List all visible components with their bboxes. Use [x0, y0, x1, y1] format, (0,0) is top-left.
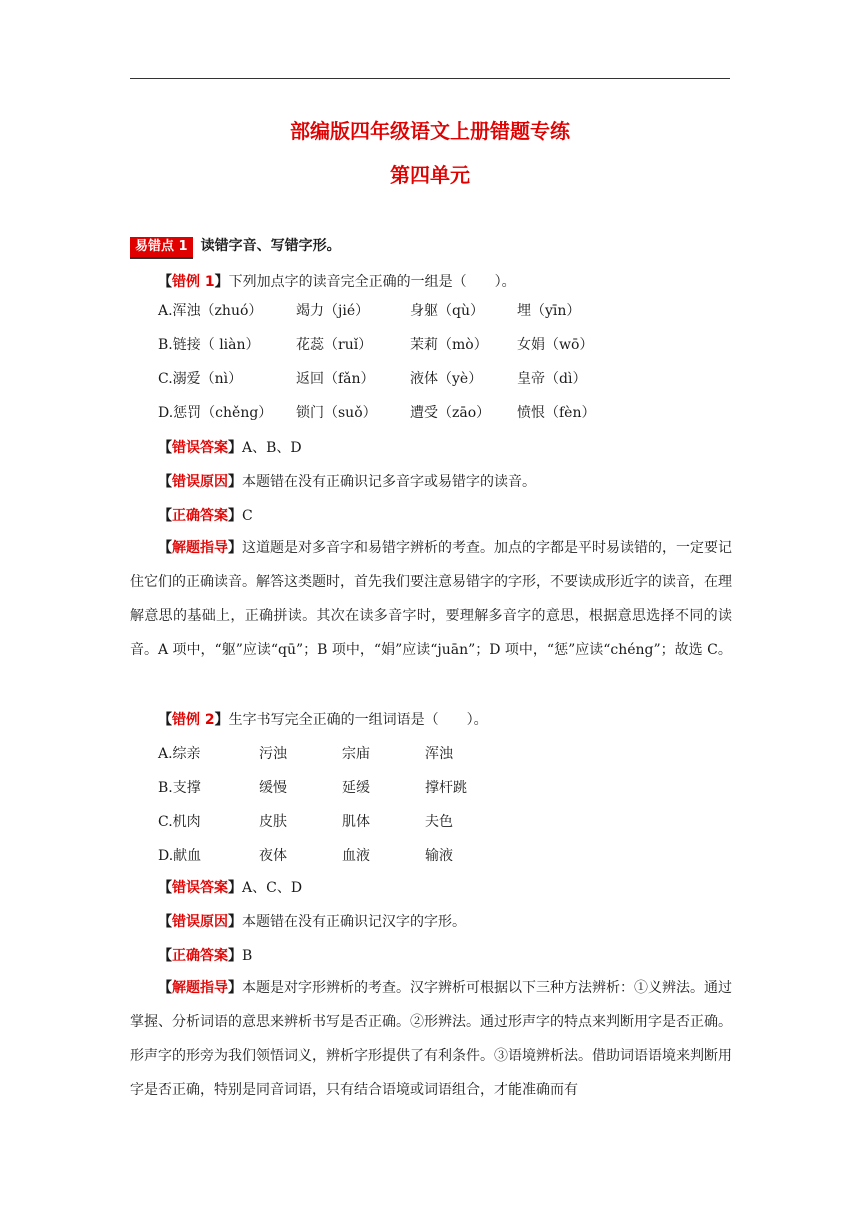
- guide-label: 解题指导: [172, 980, 228, 996]
- section-heading: [130, 236, 341, 259]
- option-cell: 夫色: [425, 814, 453, 830]
- ex2-wrong-answer: 【错误答案】A、C、D: [158, 880, 303, 896]
- option-cell: B.支撑: [158, 780, 201, 796]
- option-cell: 缓慢: [259, 780, 287, 796]
- section-title: 读错字音、写错字形。: [200, 238, 341, 254]
- wrong-answer-label: 错误答案: [172, 440, 228, 456]
- guide-text: 这道题是对多音字和易错字辨析的考查。加点的字都是平时易读错的，一定要记住它们的正确读音。解答这类题时，首先我们要注意易错字的字形，不要读成形近字的读音，在理解意思的基础上，正确拼读。其次在读多音字时，要理解多音字的意思，根据意思选择不同的读音。A 项中，“躯”应读“qū”；B 项中，“娟”应读“juān”；D 项中，“惩”应读“chéng”；故选 C。: [130, 540, 732, 658]
- option-cell: 身躯（qù）: [410, 303, 484, 319]
- ex1-reason: 【错误原因】本题错在没有正确识记多音字或易错字的读音。: [158, 474, 536, 490]
- ex2-guide: 【解题指导】本题是对字形辨析的考查。汉字辨析可根据以下三种方法辨析：①义辨法。通过掌握、分析词语的意思来辨析书写是否正确。②形辨法。通过形声字的特点来判断用字是否正确。形声字的形旁为我们领悟词义，辨析字形提供了有利条件。③语境辨析法。借助词语语境来判断用字是否正确，特别是同音词语，只有结合语境或词语组合，才能准确而有: [130, 980, 732, 1098]
- ex2-options: [158, 744, 718, 884]
- option-cell: 夜体: [259, 848, 287, 864]
- ex2-reason: 【错误原因】本题错在没有正确识记汉字的字形。: [158, 914, 466, 930]
- correct-value: B: [242, 948, 253, 964]
- guide-text: 本题是对字形辨析的考查。汉字辨析可根据以下三种方法辨析：①义辨法。通过掌握、分析词语的意思来辨析书写是否正确。②形辨法。通过形声字的特点来判断用字是否正确。形声字的形旁为我们领悟词义，辨析字形提供了有利条件。③语境辨析法。借助词语语境来判断用字是否正确，特别是同音词语，只有结合语境或词语组合，才能准确而有: [130, 980, 732, 1098]
- option-cell: 血液: [342, 848, 370, 864]
- ex2-label: 错例 2: [172, 712, 215, 728]
- wrong-answer-label: 错误答案: [172, 880, 228, 896]
- page-title: 部编版四年级语文上册错题专练: [290, 119, 570, 143]
- correct-value: C: [242, 508, 253, 524]
- reason-text: 本题错在没有正确识记汉字的字形。: [242, 914, 466, 930]
- ex1-wrong-answer: 【错误答案】A、B、D: [158, 440, 302, 456]
- option-cell: A.综亲: [158, 746, 201, 762]
- option-cell: A.浑浊（zhuó）: [158, 303, 263, 319]
- ex1-options: [158, 301, 718, 441]
- option-cell: D.惩罚（chěng）: [158, 405, 273, 421]
- correct-label: 正确答案: [172, 948, 228, 964]
- option-cell: 液体（yè）: [410, 371, 483, 387]
- option-cell: 花蕊（ruǐ）: [296, 337, 373, 353]
- ex1-question: 【错例 1】下列加点字的读音完全正确的一组是（ ）。: [158, 274, 516, 290]
- option-cell: B.链接（ liàn）: [158, 337, 260, 353]
- correct-label: 正确答案: [172, 508, 228, 524]
- ex1-correct: 【正确答案】C: [158, 508, 253, 524]
- option-cell: 茉莉（mò）: [410, 337, 488, 353]
- ex1-question-text: 下列加点字的读音完全正确的一组是（ ）。: [228, 274, 516, 290]
- option-cell: 竭力（jié）: [296, 303, 370, 319]
- ex2-correct: 【正确答案】B: [158, 948, 253, 964]
- option-cell: C.机肉: [158, 814, 201, 830]
- option-cell: 肌体: [342, 814, 370, 830]
- reason-label: 错误原因: [172, 474, 228, 490]
- top-rule: [130, 78, 730, 79]
- option-cell: 皮肤: [259, 814, 287, 830]
- option-cell: 锁门（suǒ）: [296, 405, 377, 421]
- reason-text: 本题错在没有正确识记多音字或易错字的读音。: [242, 474, 536, 490]
- ex1-guide: 【解题指导】这道题是对多音字和易错字辨析的考查。加点的字都是平时易读错的，一定要记住它们的正确读音。解答这类题时，首先我们要注意易错字的字形，不要读成形近字的读音，在理解意思的基础上，正确拼读。其次在读多音字时，要理解多音字的意思，根据意思选择不同的读音。A 项中，“躯”应读“qū”；B 项中，“娟”应读“juān”；D 项中，“惩”应读“chéng”；故选 C。: [130, 540, 732, 658]
- reason-label: 错误原因: [172, 914, 228, 930]
- option-cell: 宗庙: [342, 746, 370, 762]
- option-cell: 浑浊: [425, 746, 453, 762]
- option-cell: D.献血: [158, 848, 202, 864]
- option-cell: 撑杆跳: [425, 780, 467, 796]
- option-cell: 愤恨（fèn）: [517, 405, 596, 421]
- option-cell: 女娟（wō）: [517, 337, 594, 353]
- option-cell: 遭受（zāo）: [410, 405, 491, 421]
- ex1-label: 错例 1: [172, 274, 215, 290]
- wrong-answer-value: A、B、D: [242, 440, 302, 456]
- wrong-answer-value: A、C、D: [242, 880, 303, 896]
- ex2-question-text: 生字书写完全正确的一组词语是（ ）。: [228, 712, 488, 728]
- option-cell: 皇帝（dì）: [517, 371, 587, 387]
- option-cell: C.溺爱（nì）: [158, 371, 243, 387]
- option-cell: 污浊: [259, 746, 287, 762]
- option-cell: 返回（fǎn）: [296, 371, 375, 387]
- ex2-question: 【错例 2】生字书写完全正确的一组词语是（ ）。: [158, 712, 488, 728]
- option-cell: 输液: [425, 848, 453, 864]
- guide-label: 解题指导: [172, 540, 228, 556]
- error-point-badge: 易错点 1: [130, 237, 193, 259]
- unit-title: 第四单元: [390, 163, 470, 187]
- option-cell: 延缓: [342, 780, 370, 796]
- option-cell: 埋（yīn）: [517, 303, 581, 319]
